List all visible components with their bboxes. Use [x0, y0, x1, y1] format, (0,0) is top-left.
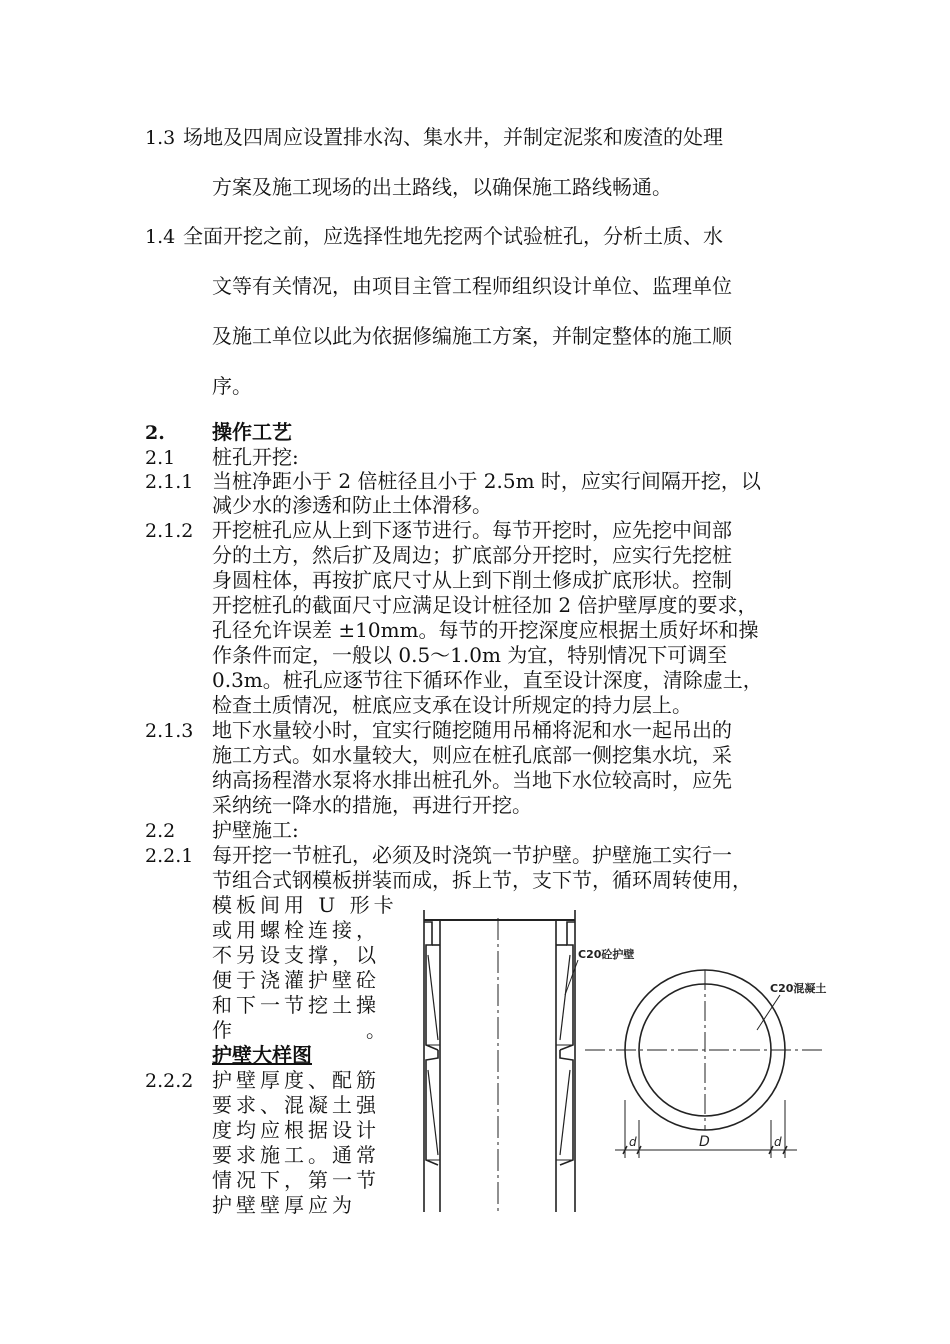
section-title: 操作工艺 [212, 420, 292, 444]
wall-label: C20砼护壁 [578, 948, 635, 961]
paragraph-line: 当桩净距小于 2 倍桩径且小于 2.5m 时，应实行间隔开挖，以 [212, 469, 761, 493]
paragraph-line: 检查土质情况，桩底应支承在设计所规定的持力层上。 [212, 693, 692, 717]
paragraph-line: 作条件而定，一般以 0.5～1.0m 为宜，特别情况下可调至 [212, 643, 728, 667]
paragraph-line: 不另设支撑，以 [212, 943, 380, 967]
paragraph-line: 及施工单位以此为依据修编施工方案，并制定整体的施工顺 [212, 324, 732, 348]
paragraph-line: 孔径允许误差 ±10mm。每节的开挖深度应根据土质好坏和操 [212, 618, 759, 642]
paragraph-line: 便于浇灌护壁砼 [212, 968, 380, 992]
paragraph-line: 开挖桩孔应从上到下逐节进行。每节开挖时，应先挖中间部 [212, 518, 732, 542]
paragraph-line: 度均应根据设计 [212, 1118, 380, 1142]
paragraph-line: 护壁厚度、配筋 [212, 1068, 380, 1092]
paragraph-line: 或用螺栓连接， [212, 918, 380, 942]
paragraph-line: 地下水量较小时，宜实行随挖随用吊桶将泥和水一起吊出的 [212, 718, 732, 742]
clause-number: 2.1 [145, 447, 176, 469]
paragraph-line: 减少水的渗透和防止土体滑移。 [212, 493, 492, 517]
clause-number: 2.2.1 [145, 845, 194, 867]
section-number: 2. [145, 422, 165, 444]
clause-number: 1.4 [145, 226, 176, 248]
clause-number: 2.1.2 [145, 520, 194, 542]
paragraph-line: 纳高扬程潜水泵将水排出桩孔外。当地下水位较高时，应先 [212, 768, 732, 792]
clause-title: 护壁施工: [212, 818, 299, 842]
paragraph-line: 护壁壁厚应为 [212, 1193, 356, 1217]
paragraph-line: 序。 [212, 374, 252, 398]
clause-number: 2.1.3 [145, 720, 194, 742]
paragraph-line: 方案及施工现场的出土路线，以确保施工路线畅通。 [212, 175, 672, 199]
paragraph-line: 要求施工。通常 [212, 1143, 380, 1167]
paragraph-line: 身圆柱体，再按扩底尺寸从上到下削土修成扩底形状。控制 [212, 568, 732, 592]
clause-title: 桩孔开挖: [212, 445, 299, 469]
paragraph-line: 和下一节挖土操 [212, 993, 380, 1017]
paragraph-line: 施工方式。如水量较大，则应在桩孔底部一侧挖集水坑，采 [212, 743, 732, 767]
paragraph-line: 每开挖一节桩孔，必须及时浇筑一节护壁。护壁施工实行一 [212, 843, 732, 867]
clause-number: 1.3 [145, 127, 176, 149]
paragraph-line: 采纳统一降水的措施，再进行开挖。 [212, 793, 532, 817]
paragraph-line: 场地及四周应设置排水沟、集水井，并制定泥浆和废渣的处理 [183, 125, 723, 149]
concrete-label: C20混凝土 [770, 982, 827, 995]
paragraph-line: 情况下，第一节 [212, 1168, 380, 1192]
pile-plan-diagram [585, 970, 825, 1190]
figure-caption: 护壁大样图 [212, 1043, 312, 1067]
dim-d-right: d [774, 1135, 782, 1149]
clause-number: 2.2 [145, 820, 176, 842]
paragraph-line: 。 [366, 1018, 386, 1042]
paragraph-line: 要求、混凝土强 [212, 1093, 380, 1117]
paragraph-line: 0.3m。桩孔应逐节往下循环作业，直至设计深度，清除虚土， [212, 668, 763, 692]
dim-d-left: d [629, 1135, 637, 1149]
clause-number: 2.2.2 [145, 1070, 194, 1092]
paragraph-line: 作 [212, 1018, 232, 1042]
paragraph-line: 全面开挖之前，应选择性地先挖两个试验桩孔，分析土质、水 [183, 224, 723, 248]
dim-D: D [699, 1134, 710, 1150]
paragraph-line: 开挖桩孔的截面尺寸应满足设计桩径加 2 倍护壁厚度的要求， [212, 593, 758, 617]
paragraph-line: 文等有关情况，由项目主管工程师组织设计单位、监理单位 [212, 274, 732, 298]
paragraph-line: 模板间用 U 形卡 [212, 893, 398, 917]
pile-wall-section-diagram [410, 900, 635, 1220]
clause-number: 2.1.1 [145, 471, 194, 493]
paragraph-line: 节组合式钢模板拼装而成，拆上节，支下节，循环周转使用， [212, 868, 752, 892]
paragraph-line: 分的土方，然后扩及周边；扩底部分开挖时，应实行先挖桩 [212, 543, 732, 567]
